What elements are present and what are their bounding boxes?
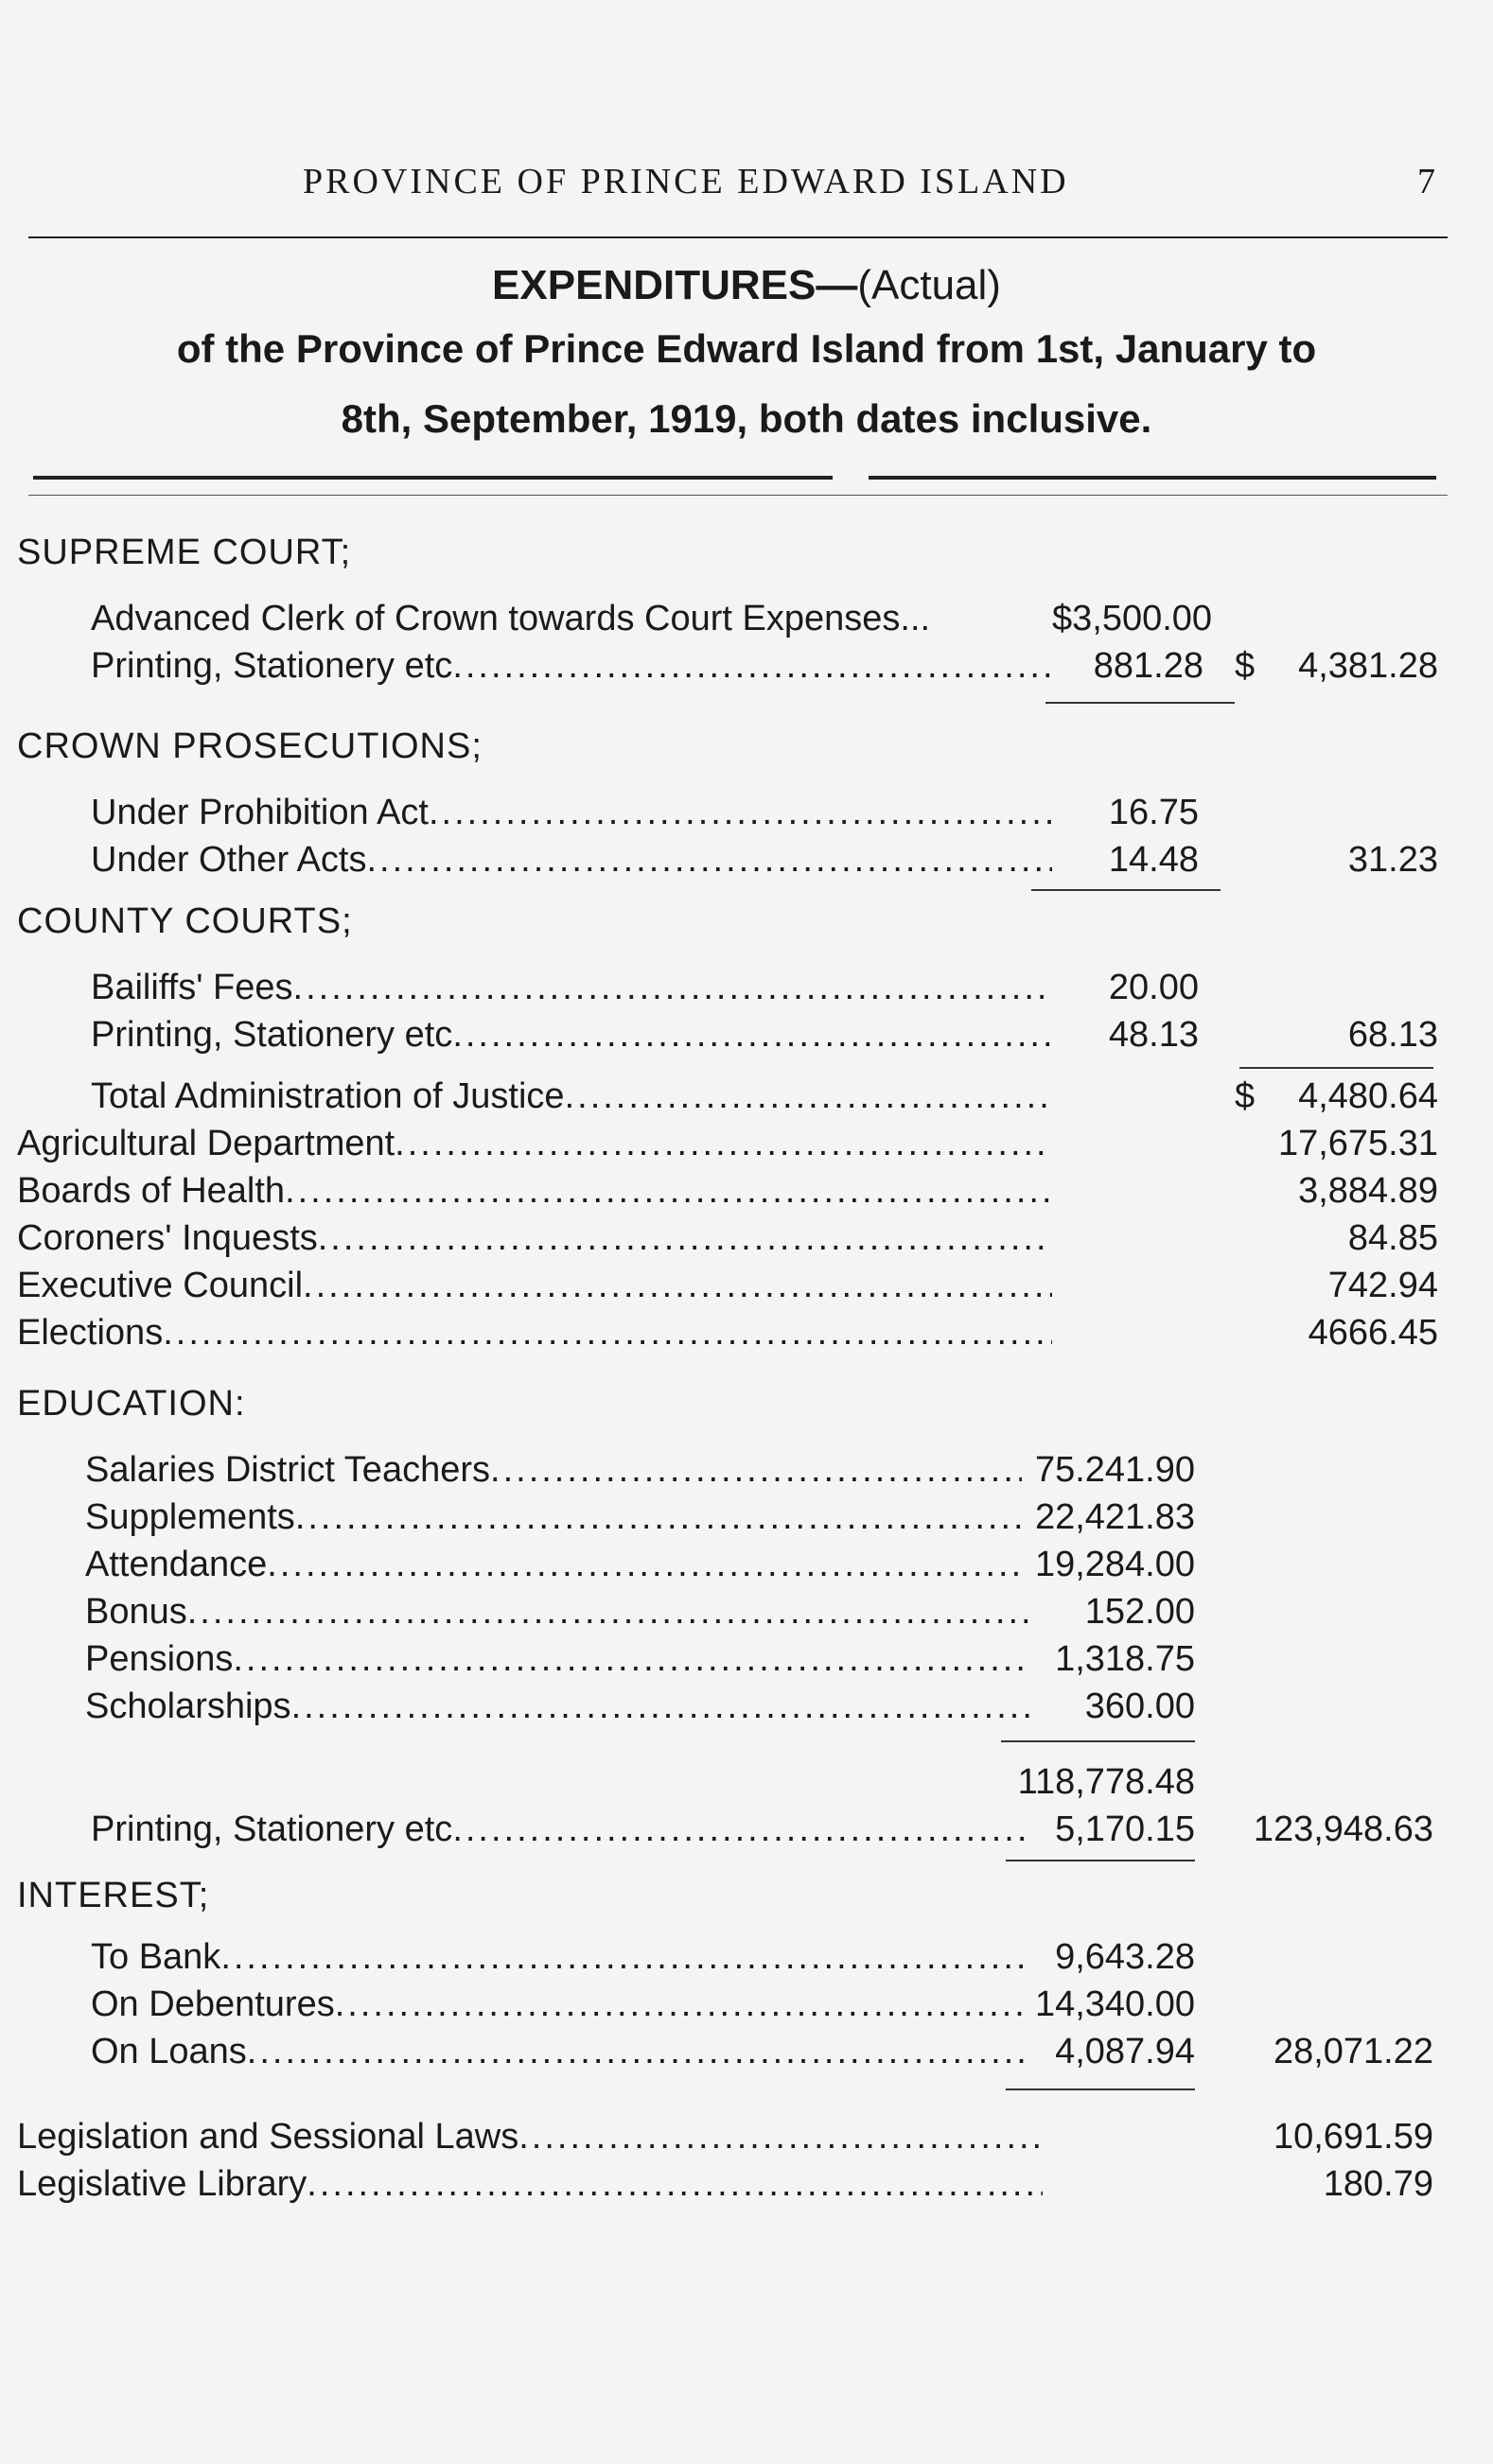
interest-heading: INTEREST;	[17, 1876, 210, 1915]
row-amount: 14.48	[1108, 840, 1199, 880]
table-row	[0, 968, 1493, 1015]
row-total: 4,480.64	[1298, 1076, 1438, 1116]
table-row	[0, 1592, 1493, 1639]
crown-prosecutions-heading: CROWN PROSECUTIONS;	[17, 726, 483, 766]
table-row	[0, 840, 1493, 887]
total-underline	[1239, 1067, 1433, 1069]
row-label: To Bank .....	[91, 1937, 1031, 1978]
row-label: Agricultural Department .....	[17, 1124, 1052, 1164]
row-total: 3,884.89	[1298, 1171, 1438, 1211]
row-label: Total Administration of Justice .....	[91, 1076, 1052, 1117]
row-amount: 14,340.00	[1034, 1984, 1195, 2024]
table-row	[0, 1937, 1493, 1984]
running-title: PROVINCE OF PRINCE EDWARD ISLAND	[303, 162, 1069, 201]
row-total: 4666.45	[1308, 1313, 1438, 1353]
page-number: 7	[1417, 162, 1438, 201]
county-courts-heading: COUNTY COURTS;	[17, 901, 353, 941]
row-label: Printing, Stationery etc .....	[91, 646, 1052, 687]
row-label: Bailiffs' Fees .....	[91, 968, 1052, 1008]
table-row	[0, 2032, 1493, 2079]
row-label: Legislation and Sessional Laws .....	[17, 2117, 1043, 2158]
title-actual: (Actual)	[857, 262, 1001, 308]
row-total: 84.85	[1347, 1218, 1438, 1258]
table-row	[0, 1171, 1493, 1218]
row-amount: 19,284.00	[1034, 1545, 1195, 1584]
row-label: Boards of Health .....	[17, 1171, 1052, 1212]
section-heading-row	[0, 901, 1493, 949]
table-row	[0, 646, 1493, 693]
section-heading-row	[0, 726, 1493, 774]
table-row	[0, 793, 1493, 840]
row-amount: 881.28	[1093, 646, 1203, 686]
row-label: Pensions .....	[85, 1639, 1031, 1680]
page-title	[0, 257, 1493, 454]
education-heading: EDUCATION:	[17, 1384, 246, 1424]
section-total: 68.13	[1347, 1015, 1438, 1055]
row-label: Legislative Library .....	[17, 2164, 1043, 2205]
row-label: Executive Council .....	[17, 1266, 1052, 1306]
supreme-court-heading: SUPREME COURT;	[17, 533, 352, 572]
row-amount: $3,500.00	[1052, 599, 1213, 638]
table-row	[0, 1639, 1493, 1686]
table-row	[0, 1313, 1493, 1360]
title-rule-right	[869, 476, 1436, 480]
row-amount: 75.241.90	[1034, 1450, 1195, 1490]
row-label: Coroners' Inquests .....	[17, 1218, 1052, 1259]
subtotal-underline	[1045, 702, 1235, 704]
row-label: Elections .....	[17, 1313, 1052, 1354]
row-total: 742.94	[1327, 1266, 1438, 1305]
subtotal-underline	[1031, 889, 1221, 891]
header-rule	[28, 236, 1448, 238]
running-header	[0, 161, 1493, 208]
row-total: 10,691.59	[1273, 2117, 1433, 2157]
row-amount: 9,643.28	[1055, 1937, 1195, 1977]
title-rule-thin	[28, 495, 1448, 496]
table-row	[0, 1218, 1493, 1266]
title-line-3: 8th, September, 1919, both dates inclusive.	[341, 396, 1152, 441]
row-label: Under Other Acts .....	[91, 840, 1052, 881]
row-amount: 360.00	[1084, 1686, 1195, 1726]
section-heading-row	[0, 1876, 1493, 1923]
table-row	[0, 1266, 1493, 1313]
row-total: 17,675.31	[1277, 1124, 1438, 1163]
title-rule-left	[33, 476, 833, 480]
row-amount: 48.13	[1108, 1015, 1199, 1055]
table-row	[0, 2117, 1493, 2164]
subtotal-underline	[1001, 1740, 1195, 1742]
total-dollar-sign: $	[1235, 646, 1256, 686]
total-dollar-sign: $	[1235, 1076, 1256, 1116]
row-total: 180.79	[1323, 2164, 1433, 2204]
table-row	[0, 1076, 1493, 1124]
table-row	[0, 1015, 1493, 1062]
table-row	[0, 1762, 1493, 1809]
table-row	[0, 1809, 1493, 1857]
row-label: Attendance .....	[85, 1545, 1022, 1585]
title-line-2: of the Province of Prince Edward Island from 1st, January to	[176, 326, 1317, 371]
table-row	[0, 2164, 1493, 2211]
subtotal-underline	[1006, 1860, 1195, 1861]
row-label: Advanced Clerk of Crown towards Court Expenses...	[91, 599, 931, 638]
education-subtotal: 118,778.48	[1017, 1762, 1195, 1802]
row-amount: 1,318.75	[1055, 1639, 1195, 1679]
row-amount: 5,170.15	[1055, 1809, 1195, 1849]
row-label: Printing, Stationery etc .....	[91, 1015, 1052, 1056]
table-row	[0, 1545, 1493, 1592]
table-row	[0, 1450, 1493, 1497]
row-label: Supplements .....	[85, 1497, 1022, 1538]
section-total: 4,381.28	[1298, 646, 1438, 686]
row-label: On Debentures .....	[91, 1984, 1022, 2025]
row-amount: 152.00	[1084, 1592, 1195, 1632]
title-main: EXPENDITURES—	[492, 262, 858, 308]
section-heading-row	[0, 533, 1493, 580]
section-total: 28,071.22	[1273, 2032, 1433, 2071]
row-amount: 4,087.94	[1055, 2032, 1195, 2071]
table-row	[0, 1497, 1493, 1545]
section-heading-row	[0, 1384, 1493, 1431]
row-label: Printing, Stationery etc .....	[91, 1809, 1031, 1850]
section-total: 31.23	[1347, 840, 1438, 880]
table-row	[0, 599, 1493, 646]
table-row	[0, 1686, 1493, 1734]
row-label: Bonus .....	[85, 1592, 1031, 1633]
row-amount: 22,421.83	[1034, 1497, 1195, 1537]
section-total: 123,948.63	[1253, 1809, 1433, 1849]
table-row	[0, 1984, 1493, 2032]
row-label: Salaries District Teachers .....	[85, 1450, 1022, 1491]
row-label: Under Prohibition Act .....	[91, 793, 1052, 833]
row-amount: 16.75	[1108, 793, 1199, 832]
table-row	[0, 1124, 1493, 1171]
row-amount: 20.00	[1108, 968, 1199, 1007]
row-label: On Loans .....	[91, 2032, 1031, 2072]
row-label: Scholarships .....	[85, 1686, 1031, 1727]
subtotal-underline	[1006, 2088, 1195, 2090]
